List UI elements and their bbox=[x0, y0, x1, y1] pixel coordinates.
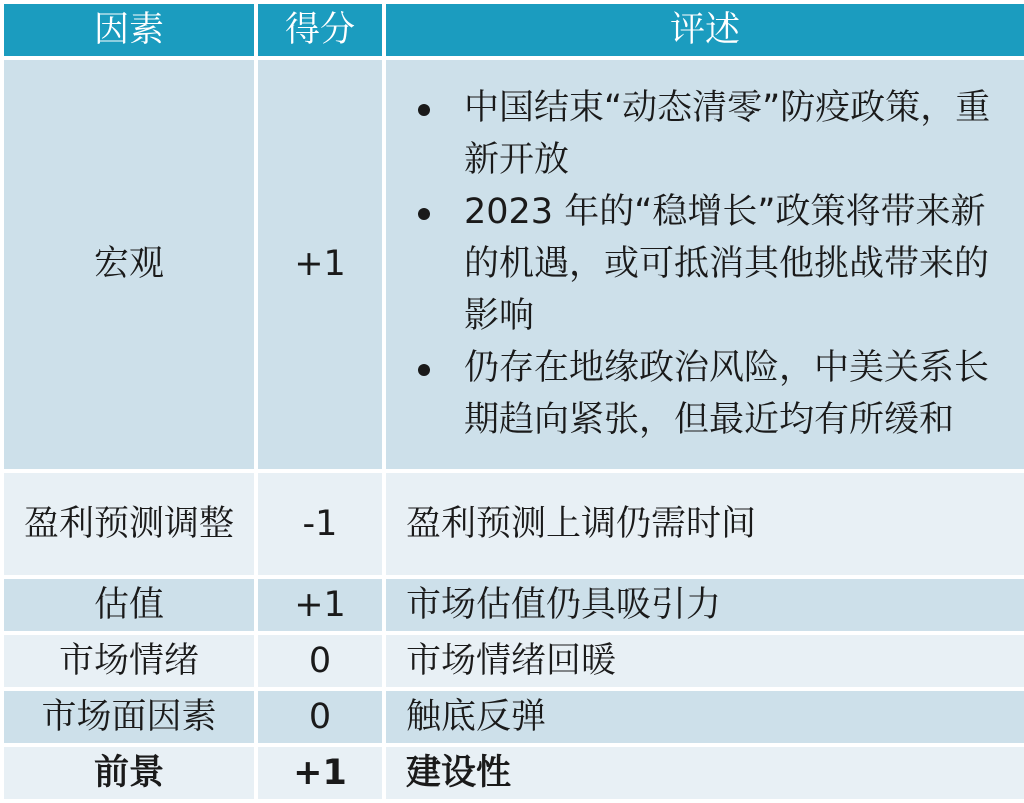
score-cell: +1 bbox=[256, 58, 384, 471]
score-cell: -1 bbox=[256, 471, 384, 577]
table-row-sentiment bbox=[2, 633, 1024, 689]
table-row-technical bbox=[2, 689, 1024, 745]
comment-cell: 触底反弹 bbox=[384, 689, 1024, 745]
factor-cell: 宏观 bbox=[2, 58, 256, 471]
score-cell: +1 bbox=[256, 745, 384, 801]
comment-cell: 市场情绪回暖 bbox=[384, 633, 1024, 689]
bullet-item: 2023 年的“稳增长”政策将带来新的机遇，或可抵消其他挑战带来的影响 bbox=[406, 186, 1004, 342]
comment-bullet-list bbox=[386, 82, 1024, 446]
comment-cell bbox=[384, 58, 1024, 471]
header-comment: 评述 bbox=[384, 2, 1024, 58]
bullet-item: 仍存在地缘政治风险，中美关系长期趋向紧张，但最近均有所缓和 bbox=[406, 342, 1004, 446]
score-cell: +1 bbox=[256, 577, 384, 633]
header-factor: 因素 bbox=[2, 2, 256, 58]
comment-cell: 盈利预测上调仍需时间 bbox=[384, 471, 1024, 577]
table-row-outlook bbox=[2, 745, 1024, 801]
factor-cell: 市场情绪 bbox=[2, 633, 256, 689]
table-header-row bbox=[2, 2, 1024, 58]
table-row-valuation bbox=[2, 577, 1024, 633]
score-cell: 0 bbox=[256, 633, 384, 689]
header-score: 得分 bbox=[256, 2, 384, 58]
bullet-item: 中国结束“动态清零”防疫政策，重新开放 bbox=[406, 82, 1004, 186]
comment-cell: 建设性 bbox=[384, 745, 1024, 801]
table-row-earnings bbox=[2, 471, 1024, 577]
factor-cell: 市场面因素 bbox=[2, 689, 256, 745]
score-cell: 0 bbox=[256, 689, 384, 745]
factor-cell: 盈利预测调整 bbox=[2, 471, 256, 577]
table-row-macro bbox=[2, 58, 1024, 471]
factor-cell: 前景 bbox=[2, 745, 256, 801]
comment-cell: 市场估值仍具吸引力 bbox=[384, 577, 1024, 633]
factor-cell: 估值 bbox=[2, 577, 256, 633]
